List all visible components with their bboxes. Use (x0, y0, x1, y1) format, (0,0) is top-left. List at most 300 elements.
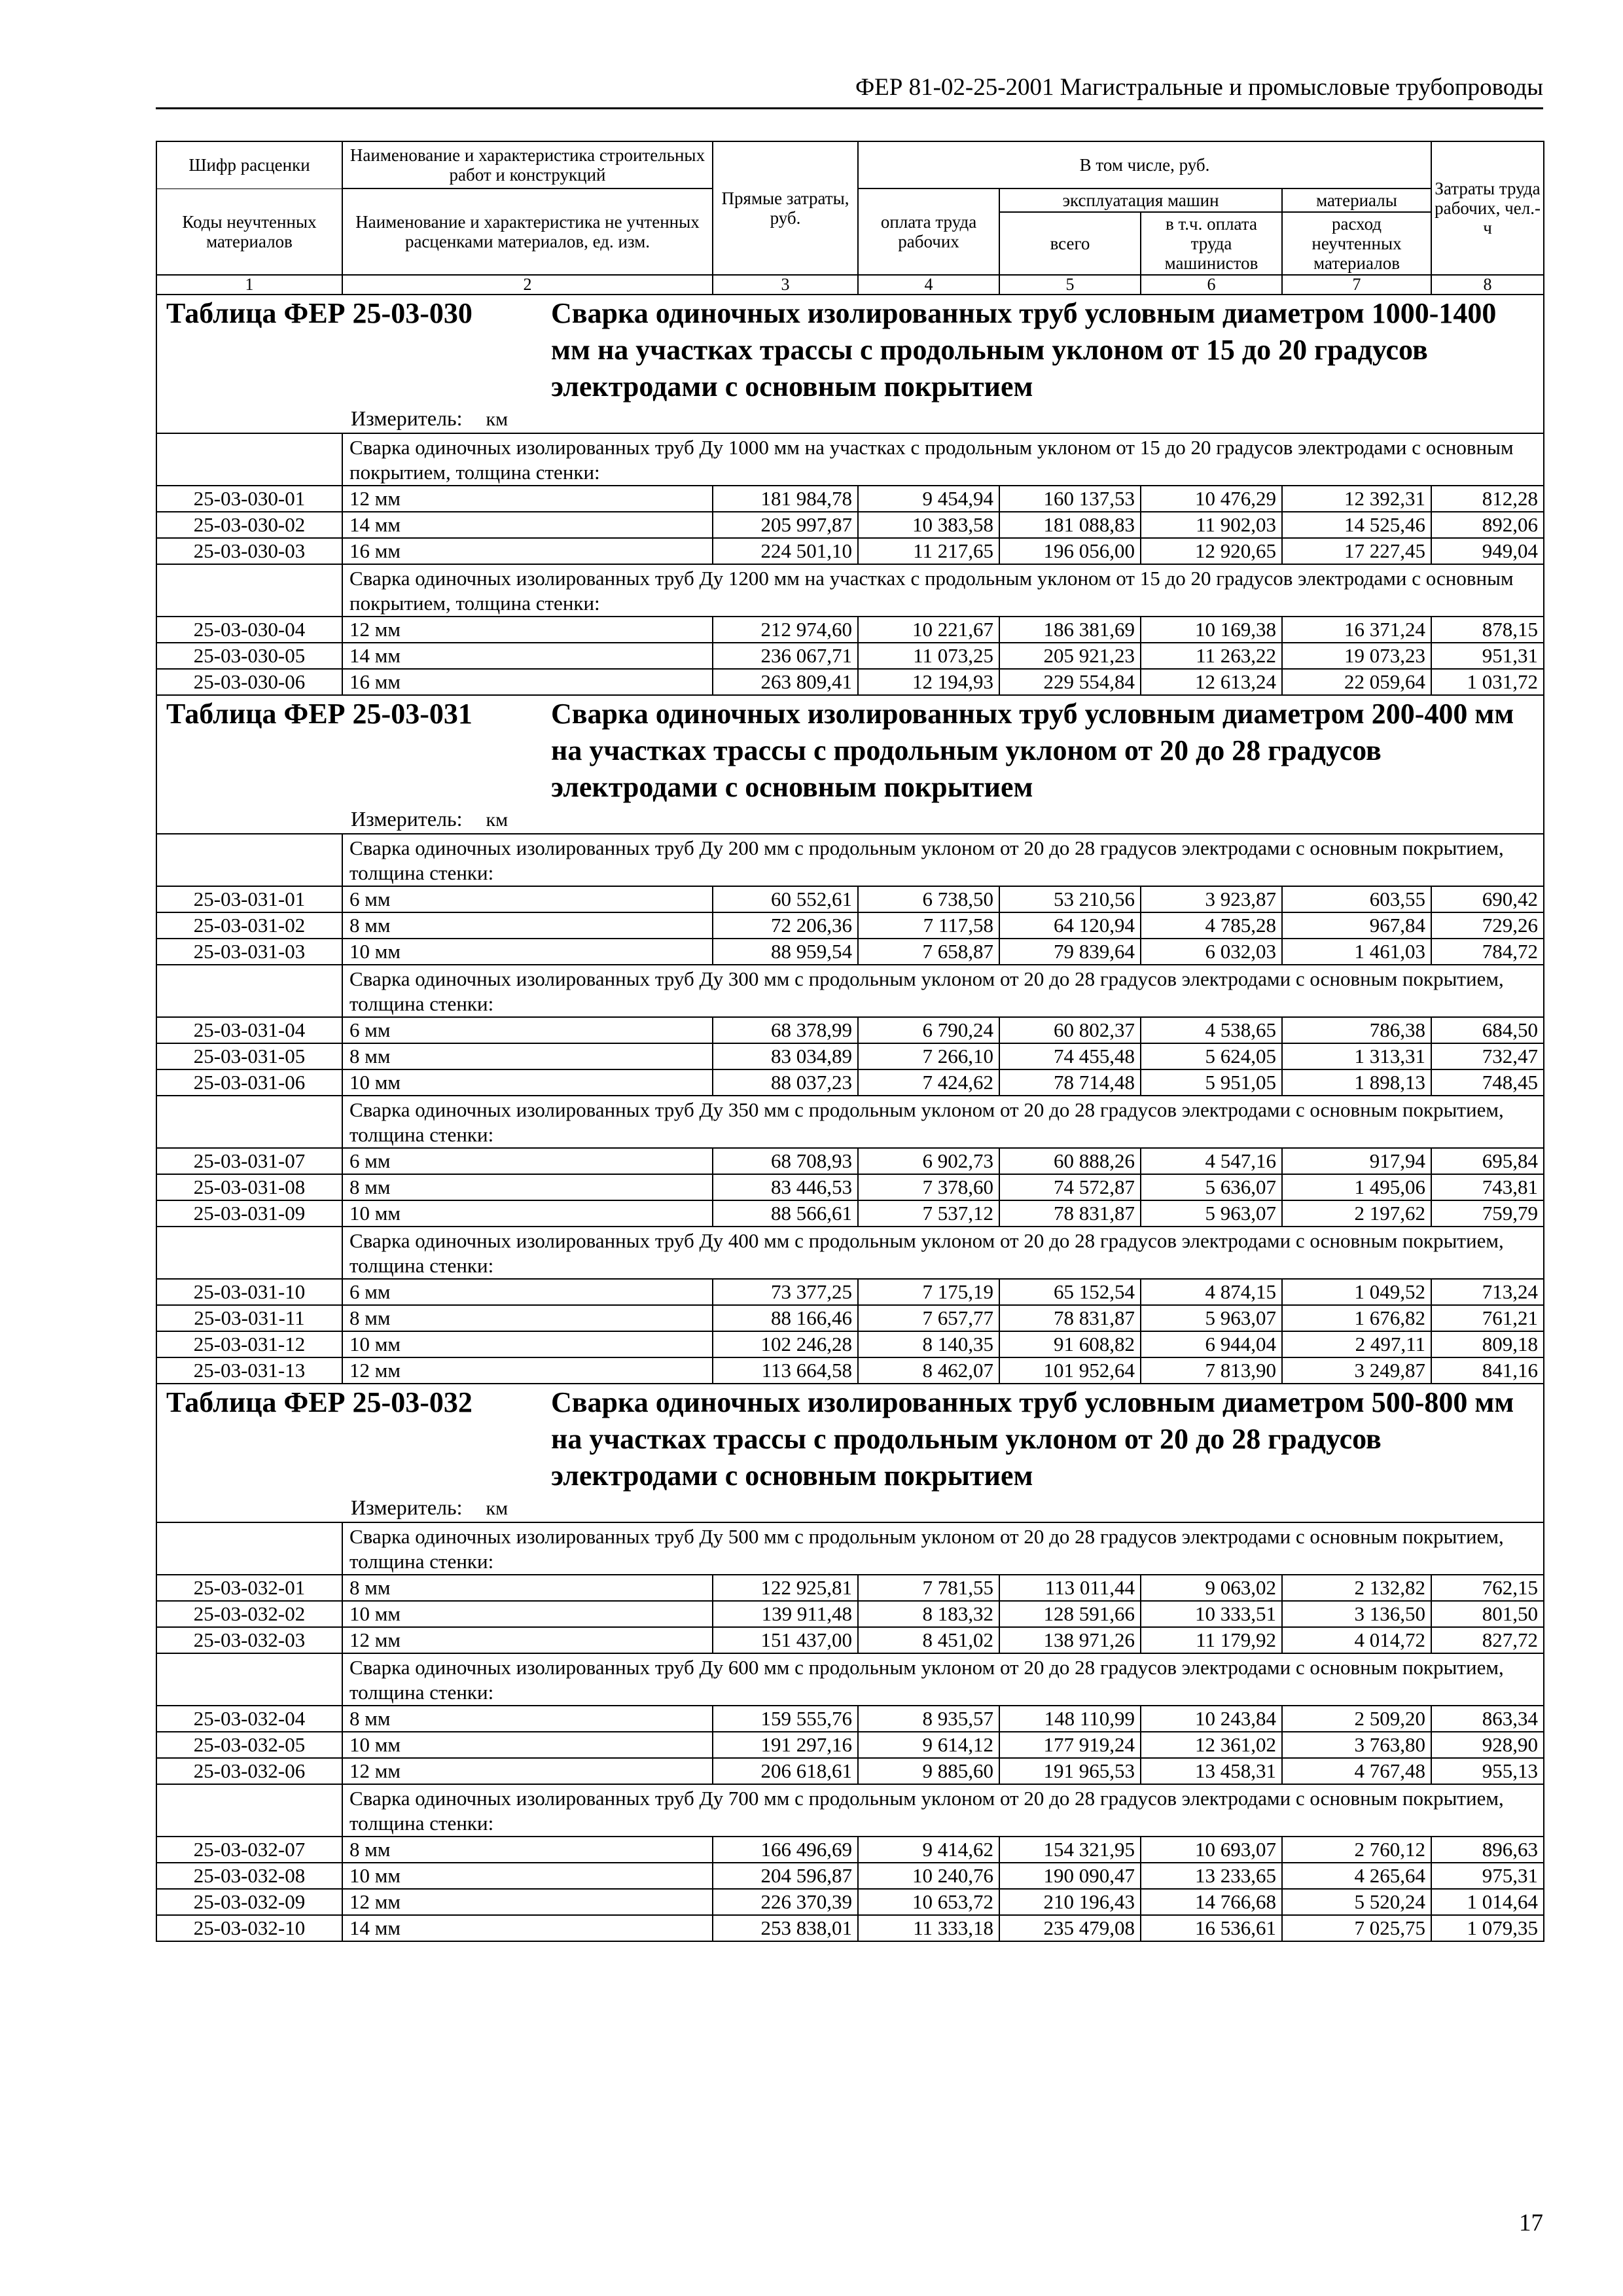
materials-value: 1 461,03 (1282, 939, 1431, 965)
col-number: 8 (1431, 275, 1544, 295)
group-note: Сварка одиночных изолированных труб Ду 1200 мм на участках с продольным уклоном от 15 до 20 градусов электродами с основным покрытием, толщина стенки: (342, 564, 1544, 617)
group-note-blank (156, 1096, 342, 1148)
direct-costs-value: 88 037,23 (713, 1069, 858, 1096)
wall-thickness: 12 мм (342, 1357, 713, 1384)
table-heading-cell (156, 695, 1544, 806)
wall-thickness: 8 мм (342, 1043, 713, 1069)
machinists-pay-value: 12 361,02 (1141, 1732, 1282, 1758)
col-number: 3 (713, 275, 858, 295)
rate-code: 25-03-032-03 (156, 1627, 342, 1653)
table-row (156, 1758, 1544, 1784)
measure-unit: км (486, 408, 508, 430)
machines-total-value: 160 137,53 (999, 486, 1141, 512)
wall-thickness: 12 мм (342, 1889, 713, 1915)
rates-table (156, 141, 1544, 1942)
rate-code: 25-03-032-05 (156, 1732, 342, 1758)
table-title: Сварка одиночных изолированных труб условным диаметром 1000-1400 мм на участках трассы с продольным уклоном от 15 до 20 градусов электродами с основным покрытием (551, 297, 1497, 403)
machinists-pay-value: 4 538,65 (1141, 1017, 1282, 1043)
wall-thickness: 14 мм (342, 1915, 713, 1941)
measure-label: Измеритель: (351, 1496, 463, 1519)
materials-value: 16 371,24 (1282, 617, 1431, 643)
rate-code: 25-03-031-01 (156, 886, 342, 912)
direct-costs-value: 113 664,58 (713, 1357, 858, 1384)
table-row (156, 538, 1544, 564)
materials-value: 3 763,80 (1282, 1732, 1431, 1758)
direct-costs-value: 102 246,28 (713, 1331, 858, 1357)
machines-total-value: 78 831,87 (999, 1305, 1141, 1331)
labor-pay-value: 7 175,19 (858, 1279, 999, 1305)
measure-cell (156, 806, 1544, 834)
machines-total-value: 65 152,54 (999, 1279, 1141, 1305)
machines-total-value: 154 321,95 (999, 1837, 1141, 1863)
group-note-row (156, 1653, 1544, 1706)
table-body (156, 295, 1544, 1941)
group-note-blank (156, 1653, 342, 1706)
labor-hours-value: 863,34 (1431, 1706, 1544, 1732)
wall-thickness: 10 мм (342, 1331, 713, 1357)
rate-code: 25-03-031-06 (156, 1069, 342, 1096)
labor-hours-value: 784,72 (1431, 939, 1544, 965)
labor-pay-value: 7 378,60 (858, 1174, 999, 1200)
labor-hours-value: 896,63 (1431, 1837, 1544, 1863)
machinists-pay-value: 10 693,07 (1141, 1837, 1282, 1863)
labor-pay-value: 12 194,93 (858, 669, 999, 695)
table-heading (157, 1384, 1543, 1494)
direct-costs-value: 151 437,00 (713, 1627, 858, 1653)
materials-value: 2 132,82 (1282, 1575, 1431, 1601)
table-row (156, 1200, 1544, 1227)
rate-code: 25-03-030-01 (156, 486, 342, 512)
machinists-pay-value: 10 476,29 (1141, 486, 1282, 512)
measure-row (156, 806, 1544, 834)
col-code-header: Шифр расценки (156, 141, 342, 188)
rate-code: 25-03-030-05 (156, 643, 342, 669)
labor-hours-value: 809,18 (1431, 1331, 1544, 1357)
wall-thickness: 8 мм (342, 1575, 713, 1601)
table-heading-row (156, 295, 1544, 405)
col-name-header: Наименование и характеристика строительных работ и конструкций (342, 141, 713, 188)
wall-thickness: 6 мм (342, 1017, 713, 1043)
labor-pay-value: 6 902,73 (858, 1148, 999, 1174)
rate-code: 25-03-031-08 (156, 1174, 342, 1200)
labor-hours-value: 684,50 (1431, 1017, 1544, 1043)
table-heading-row (156, 1384, 1544, 1494)
direct-costs-value: 166 496,69 (713, 1837, 858, 1863)
machines-total-value: 53 210,56 (999, 886, 1141, 912)
wall-thickness: 8 мм (342, 1305, 713, 1331)
col-number: 6 (1141, 275, 1282, 295)
machinists-pay-value: 5 963,07 (1141, 1200, 1282, 1227)
rate-code: 25-03-032-02 (156, 1601, 342, 1627)
measure-cell (156, 405, 1544, 433)
col-uncounted-name-header: Наименование и характеристика не учтенных расценками материалов, ед. изм. (342, 188, 713, 275)
table-heading (157, 295, 1543, 405)
direct-costs-value: 139 911,48 (713, 1601, 858, 1627)
wall-thickness: 10 мм (342, 1601, 713, 1627)
measure-row (156, 405, 1544, 433)
wall-thickness: 12 мм (342, 1758, 713, 1784)
group-note-row (156, 965, 1544, 1017)
rate-code: 25-03-032-10 (156, 1915, 342, 1941)
table-title: Сварка одиночных изолированных труб условным диаметром 200-400 мм на участках трассы с продольным уклоном от 20 до 28 градусов электродами с основным покрытием (551, 698, 1514, 803)
labor-pay-value: 11 073,25 (858, 643, 999, 669)
materials-value: 7 025,75 (1282, 1915, 1431, 1941)
labor-hours-value: 1 031,72 (1431, 669, 1544, 695)
machines-total-value: 190 090,47 (999, 1863, 1141, 1889)
table-heading-cell (156, 295, 1544, 405)
machinists-pay-value: 10 333,51 (1141, 1601, 1282, 1627)
labor-hours-value: 695,84 (1431, 1148, 1544, 1174)
machines-total-value: 60 888,26 (999, 1148, 1141, 1174)
group-note: Сварка одиночных изолированных труб Ду 1000 мм на участках с продольным уклоном от 15 до 20 градусов электродами с основным покрытием, толщина стенки: (342, 433, 1544, 486)
rates-sheet (156, 141, 1543, 1942)
rate-code: 25-03-032-01 (156, 1575, 342, 1601)
materials-value: 17 227,45 (1282, 538, 1431, 564)
machinists-pay-value: 11 902,03 (1141, 512, 1282, 538)
column-number-row (156, 275, 1544, 295)
table-row (156, 1601, 1544, 1627)
machines-total-value: 148 110,99 (999, 1706, 1141, 1732)
table-row (156, 1889, 1544, 1915)
col-number: 1 (156, 275, 342, 295)
table-number: Таблица ФЕР 25-03-030 (166, 297, 473, 329)
materials-value: 2 197,62 (1282, 1200, 1431, 1227)
wall-thickness: 8 мм (342, 1174, 713, 1200)
table-row (156, 617, 1544, 643)
direct-costs-value: 73 377,25 (713, 1279, 858, 1305)
measure (157, 405, 1543, 433)
direct-costs-value: 206 618,61 (713, 1758, 858, 1784)
materials-value: 1 049,52 (1282, 1279, 1431, 1305)
labor-hours-value: 827,72 (1431, 1627, 1544, 1653)
direct-costs-value: 88 566,61 (713, 1200, 858, 1227)
materials-value: 12 392,31 (1282, 486, 1431, 512)
table-title: Сварка одиночных изолированных труб условным диаметром 500-800 мм на участках трассы с продольным уклоном от 20 до 28 градусов электродами с основным покрытием (551, 1386, 1514, 1492)
labor-hours-value: 743,81 (1431, 1174, 1544, 1200)
machinists-pay-value: 7 813,90 (1141, 1357, 1282, 1384)
direct-costs-value: 122 925,81 (713, 1575, 858, 1601)
wall-thickness: 6 мм (342, 886, 713, 912)
machinists-pay-value: 4 547,16 (1141, 1148, 1282, 1174)
col-machines-header: эксплуатация машин (999, 188, 1282, 212)
labor-hours-value: 801,50 (1431, 1601, 1544, 1627)
materials-value: 917,94 (1282, 1148, 1431, 1174)
wall-thickness: 10 мм (342, 939, 713, 965)
group-note: Сварка одиночных изолированных труб Ду 500 мм с продольным уклоном от 20 до 28 градусов электродами с основным покрытием, толщина стенки: (342, 1522, 1544, 1575)
machinists-pay-value: 10 243,84 (1141, 1706, 1282, 1732)
labor-pay-value: 11 333,18 (858, 1915, 999, 1941)
group-note-blank (156, 834, 342, 886)
direct-costs-value: 68 708,93 (713, 1148, 858, 1174)
table-row (156, 1279, 1544, 1305)
machinists-pay-value: 5 624,05 (1141, 1043, 1282, 1069)
rate-code: 25-03-030-04 (156, 617, 342, 643)
machines-total-value: 186 381,69 (999, 617, 1141, 643)
rate-code: 25-03-031-07 (156, 1148, 342, 1174)
materials-value: 2 760,12 (1282, 1837, 1431, 1863)
wall-thickness: 14 мм (342, 643, 713, 669)
table-row (156, 1174, 1544, 1200)
machines-total-value: 229 554,84 (999, 669, 1141, 695)
direct-costs-value: 88 166,46 (713, 1305, 858, 1331)
table-row (156, 1357, 1544, 1384)
table-row (156, 1915, 1544, 1941)
group-note-row (156, 834, 1544, 886)
machinists-pay-value: 5 636,07 (1141, 1174, 1282, 1200)
labor-pay-value: 10 653,72 (858, 1889, 999, 1915)
labor-pay-value: 9 454,94 (858, 486, 999, 512)
table-row (156, 643, 1544, 669)
machinists-pay-value: 6 032,03 (1141, 939, 1282, 965)
table-row (156, 1863, 1544, 1889)
direct-costs-value: 212 974,60 (713, 617, 858, 643)
direct-costs-value: 204 596,87 (713, 1863, 858, 1889)
machines-total-value: 113 011,44 (999, 1575, 1141, 1601)
rate-code: 25-03-031-04 (156, 1017, 342, 1043)
labor-hours-value: 1 079,35 (1431, 1915, 1544, 1941)
wall-thickness: 10 мм (342, 1863, 713, 1889)
table-heading-cell (156, 1384, 1544, 1494)
labor-hours-value: 812,28 (1431, 486, 1544, 512)
table-row (156, 886, 1544, 912)
materials-value: 4 767,48 (1282, 1758, 1431, 1784)
labor-pay-value: 7 424,62 (858, 1069, 999, 1096)
machines-total-value: 79 839,64 (999, 939, 1141, 965)
wall-thickness: 8 мм (342, 912, 713, 939)
machinists-pay-value: 14 766,68 (1141, 1889, 1282, 1915)
machines-total-value: 64 120,94 (999, 912, 1141, 939)
labor-hours-value: 955,13 (1431, 1758, 1544, 1784)
machines-total-value: 177 919,24 (999, 1732, 1141, 1758)
labor-hours-value: 732,47 (1431, 1043, 1544, 1069)
rate-code: 25-03-031-12 (156, 1331, 342, 1357)
machines-total-value: 78 831,87 (999, 1200, 1141, 1227)
labor-pay-value: 10 240,76 (858, 1863, 999, 1889)
direct-costs-value: 205 997,87 (713, 512, 858, 538)
machines-total-value: 205 921,23 (999, 643, 1141, 669)
rate-code: 25-03-030-02 (156, 512, 342, 538)
group-note: Сварка одиночных изолированных труб Ду 300 мм с продольным уклоном от 20 до 28 градусов электродами с основным покрытием, толщина стенки: (342, 965, 1544, 1017)
wall-thickness: 6 мм (342, 1148, 713, 1174)
direct-costs-value: 263 809,41 (713, 669, 858, 695)
machines-total-value: 235 479,08 (999, 1915, 1141, 1941)
group-note-blank (156, 564, 342, 617)
col-uncounted-codes-header: Коды неучтенных материалов (156, 188, 342, 275)
col-machines-total-header: всего (999, 212, 1141, 275)
machines-total-value: 138 971,26 (999, 1627, 1141, 1653)
labor-hours-value: 1 014,64 (1431, 1889, 1544, 1915)
group-note-blank (156, 965, 342, 1017)
labor-hours-value: 841,16 (1431, 1357, 1544, 1384)
machines-total-value: 78 714,48 (999, 1069, 1141, 1096)
header-rule (156, 107, 1543, 109)
machines-total-value: 60 802,37 (999, 1017, 1141, 1043)
measure-label: Измеритель: (351, 406, 463, 430)
labor-pay-value: 9 885,60 (858, 1758, 999, 1784)
direct-costs-value: 83 446,53 (713, 1174, 858, 1200)
materials-value: 1 495,06 (1282, 1174, 1431, 1200)
wall-thickness: 12 мм (342, 617, 713, 643)
table-row (156, 1017, 1544, 1043)
direct-costs-value: 60 552,61 (713, 886, 858, 912)
table-row (156, 1627, 1544, 1653)
col-number: 4 (858, 275, 999, 295)
machinists-pay-value: 12 613,24 (1141, 669, 1282, 695)
labor-hours-value: 975,31 (1431, 1863, 1544, 1889)
machinists-pay-value: 13 233,65 (1141, 1863, 1282, 1889)
materials-value: 14 525,46 (1282, 512, 1431, 538)
table-heading-row (156, 695, 1544, 806)
materials-value: 1 676,82 (1282, 1305, 1431, 1331)
rate-code: 25-03-030-03 (156, 538, 342, 564)
machinists-pay-value: 12 920,65 (1141, 538, 1282, 564)
labor-pay-value: 7 657,77 (858, 1305, 999, 1331)
labor-pay-value: 6 738,50 (858, 886, 999, 912)
machines-total-value: 74 455,48 (999, 1043, 1141, 1069)
labor-pay-value: 7 537,12 (858, 1200, 999, 1227)
machinists-pay-value: 13 458,31 (1141, 1758, 1282, 1784)
table-row (156, 1069, 1544, 1096)
labor-hours-value: 878,15 (1431, 617, 1544, 643)
table-row (156, 512, 1544, 538)
materials-value: 603,55 (1282, 886, 1431, 912)
table-row (156, 1837, 1544, 1863)
machinists-pay-value: 5 963,07 (1141, 1305, 1282, 1331)
materials-value: 5 520,24 (1282, 1889, 1431, 1915)
labor-hours-value: 762,15 (1431, 1575, 1544, 1601)
wall-thickness: 12 мм (342, 1627, 713, 1653)
labor-hours-value: 949,04 (1431, 538, 1544, 564)
direct-costs-value: 68 378,99 (713, 1017, 858, 1043)
labor-pay-value: 7 266,10 (858, 1043, 999, 1069)
materials-value: 2 497,11 (1282, 1331, 1431, 1357)
rate-code: 25-03-031-10 (156, 1279, 342, 1305)
labor-hours-value: 928,90 (1431, 1732, 1544, 1758)
table-row (156, 1148, 1544, 1174)
rate-code: 25-03-031-11 (156, 1305, 342, 1331)
direct-costs-value: 83 034,89 (713, 1043, 858, 1069)
labor-pay-value: 11 217,65 (858, 538, 999, 564)
materials-value: 967,84 (1282, 912, 1431, 939)
labor-pay-value: 7 117,58 (858, 912, 999, 939)
running-header: ФЕР 81-02-25-2001 Магистральные и промысловые трубопроводы (855, 74, 1543, 101)
group-note-row (156, 1227, 1544, 1279)
wall-thickness: 8 мм (342, 1706, 713, 1732)
group-note-blank (156, 1784, 342, 1837)
measure-label: Измеритель: (351, 807, 463, 831)
measure-row (156, 1494, 1544, 1522)
machinists-pay-value: 11 179,92 (1141, 1627, 1282, 1653)
machines-total-value: 210 196,43 (999, 1889, 1141, 1915)
labor-hours-value: 713,24 (1431, 1279, 1544, 1305)
measure (157, 1494, 1543, 1522)
table-header (156, 141, 1544, 295)
labor-pay-value: 7 658,87 (858, 939, 999, 965)
labor-pay-value: 9 414,62 (858, 1837, 999, 1863)
materials-value: 786,38 (1282, 1017, 1431, 1043)
machines-total-value: 101 952,64 (999, 1357, 1141, 1384)
group-note: Сварка одиночных изолированных труб Ду 400 мм с продольным уклоном от 20 до 28 градусов электродами с основным покрытием, толщина стенки: (342, 1227, 1544, 1279)
col-number: 5 (999, 275, 1141, 295)
wall-thickness: 10 мм (342, 1069, 713, 1096)
measure (157, 806, 1543, 833)
wall-thickness: 16 мм (342, 669, 713, 695)
table-row (156, 1575, 1544, 1601)
wall-thickness: 16 мм (342, 538, 713, 564)
labor-hours-value: 892,06 (1431, 512, 1544, 538)
wall-thickness: 10 мм (342, 1200, 713, 1227)
rate-code: 25-03-032-04 (156, 1706, 342, 1732)
group-note-blank (156, 1227, 342, 1279)
table-row (156, 486, 1544, 512)
rate-code: 25-03-030-06 (156, 669, 342, 695)
labor-pay-value: 8 183,32 (858, 1601, 999, 1627)
labor-hours-value: 748,45 (1431, 1069, 1544, 1096)
group-note: Сварка одиночных изолированных труб Ду 700 мм с продольным уклоном от 20 до 28 градусов электродами с основным покрытием, толщина стенки: (342, 1784, 1544, 1837)
col-number: 2 (342, 275, 713, 295)
labor-hours-value: 690,42 (1431, 886, 1544, 912)
direct-costs-value: 253 838,01 (713, 1915, 858, 1941)
rate-code: 25-03-031-13 (156, 1357, 342, 1384)
rate-code: 25-03-032-09 (156, 1889, 342, 1915)
measure-unit: км (486, 809, 508, 831)
table-row (156, 669, 1544, 695)
table-row (156, 1706, 1544, 1732)
group-note-row (156, 1096, 1544, 1148)
direct-costs-value: 224 501,10 (713, 538, 858, 564)
materials-value: 22 059,64 (1282, 669, 1431, 695)
rate-code: 25-03-031-09 (156, 1200, 342, 1227)
table-row (156, 912, 1544, 939)
group-note-row (156, 564, 1544, 617)
group-note-row (156, 1522, 1544, 1575)
materials-value: 3 136,50 (1282, 1601, 1431, 1627)
machinists-pay-value: 6 944,04 (1141, 1331, 1282, 1357)
machinists-pay-value: 9 063,02 (1141, 1575, 1282, 1601)
wall-thickness: 6 мм (342, 1279, 713, 1305)
group-note: Сварка одиночных изолированных труб Ду 200 мм с продольным уклоном от 20 до 28 градусов электродами с основным покрытием, толщина стенки: (342, 834, 1544, 886)
table-heading (157, 696, 1543, 806)
direct-costs-value: 88 959,54 (713, 939, 858, 965)
wall-thickness: 8 мм (342, 1837, 713, 1863)
labor-pay-value: 8 451,02 (858, 1627, 999, 1653)
col-machinists-pay-header: в т.ч. оплата труда машинистов (1141, 212, 1282, 275)
materials-value: 4 014,72 (1282, 1627, 1431, 1653)
materials-value: 3 249,87 (1282, 1357, 1431, 1384)
machinists-pay-value: 4 874,15 (1141, 1279, 1282, 1305)
group-note-row (156, 433, 1544, 486)
group-note: Сварка одиночных изолированных труб Ду 350 мм с продольным уклоном от 20 до 28 градусов электродами с основным покрытием, толщина стенки: (342, 1096, 1544, 1148)
wall-thickness: 12 мм (342, 486, 713, 512)
rate-code: 25-03-031-03 (156, 939, 342, 965)
labor-hours-value: 951,31 (1431, 643, 1544, 669)
rate-code: 25-03-032-06 (156, 1758, 342, 1784)
machinists-pay-value: 5 951,05 (1141, 1069, 1282, 1096)
labor-pay-value: 7 781,55 (858, 1575, 999, 1601)
labor-pay-value: 8 935,57 (858, 1706, 999, 1732)
col-labor-costs-header: Затраты труда рабочих, чел.-ч (1431, 141, 1544, 275)
direct-costs-value: 181 984,78 (713, 486, 858, 512)
labor-hours-value: 759,79 (1431, 1200, 1544, 1227)
machinists-pay-value: 16 536,61 (1141, 1915, 1282, 1941)
group-note: Сварка одиночных изолированных труб Ду 600 мм с продольным уклоном от 20 до 28 градусов электродами с основным покрытием, толщина стенки: (342, 1653, 1544, 1706)
machines-total-value: 91 608,82 (999, 1331, 1141, 1357)
machinists-pay-value: 11 263,22 (1141, 643, 1282, 669)
machines-total-value: 181 088,83 (999, 512, 1141, 538)
direct-costs-value: 191 297,16 (713, 1732, 858, 1758)
measure-unit: км (486, 1498, 508, 1519)
wall-thickness: 14 мм (342, 512, 713, 538)
